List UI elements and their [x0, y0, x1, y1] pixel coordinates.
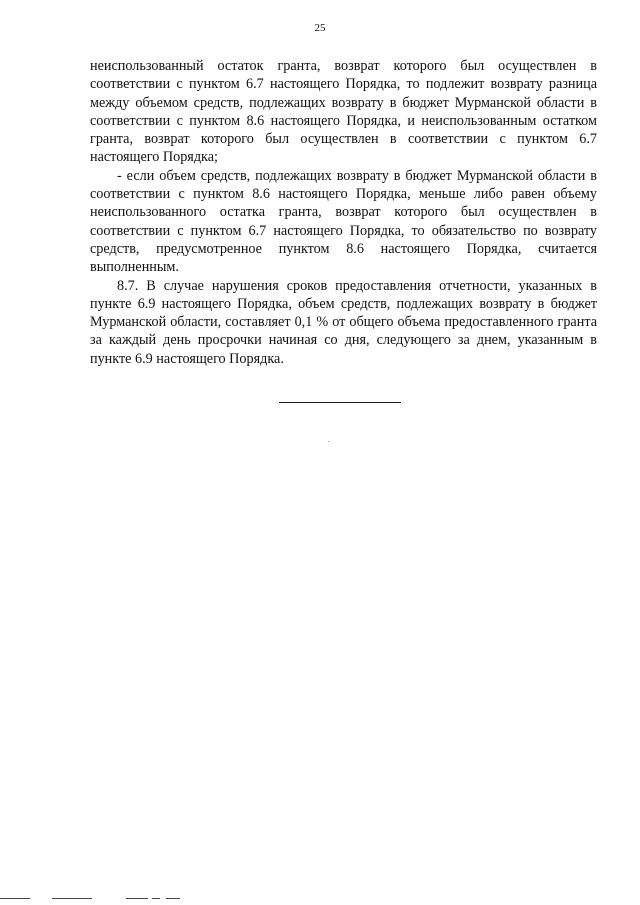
paragraph-obligation-fulfilled: - если объем средств, подлежащих возврату в бюджет Мурманской области в соответствии с пунктом 8.6 настоящего Порядка, меньше либо равен объему неиспользованного остатка гранта, возврат которого был осуществлен в соответствии с пунктом 6.7 настоящего Порядка, то обязательство по возврату средств, предусмотренное пунктом 8.6 настоящего Порядка, считается выполненным. — [90, 167, 597, 276]
footer-marks — [0, 896, 640, 902]
footer-mark — [126, 898, 148, 899]
page-number: 25 — [314, 22, 326, 34]
footer-mark — [52, 898, 92, 899]
scan-speck — [328, 441, 329, 442]
paragraph-clause-8-7: 8.7. В случае нарушения сроков предоставления отчетности, указанных в пункте 6.9 настоящего Порядка, объем средств, подлежащих возврату в бюджет Мурманской области, составляет 0,1 % от общего объема предоставленного гранта за каждый день просрочки начиная со дня, следующего за днем, указанным в пункте 6.9 настоящего Порядка. — [90, 277, 597, 367]
footer-mark — [0, 898, 30, 899]
end-of-document-rule — [279, 402, 401, 403]
document-body — [90, 57, 597, 368]
footer-mark — [152, 898, 160, 899]
paragraph-remainder-refund: неиспользованный остаток гранта, возврат которого был осуществлен в соответствии с пунктом 6.7 настоящего Порядка, то подлежит возврату разница между объемом средств, подлежащих возврату в бюджет Мурманской области в соответствии с пунктом 8.6 настоящего Порядка, и неиспользованным остатком гранта, возврат которого был осуществлен в соответствии с пунктом 6.7 настоящего Порядка; — [90, 58, 597, 166]
footer-mark — [166, 898, 180, 899]
